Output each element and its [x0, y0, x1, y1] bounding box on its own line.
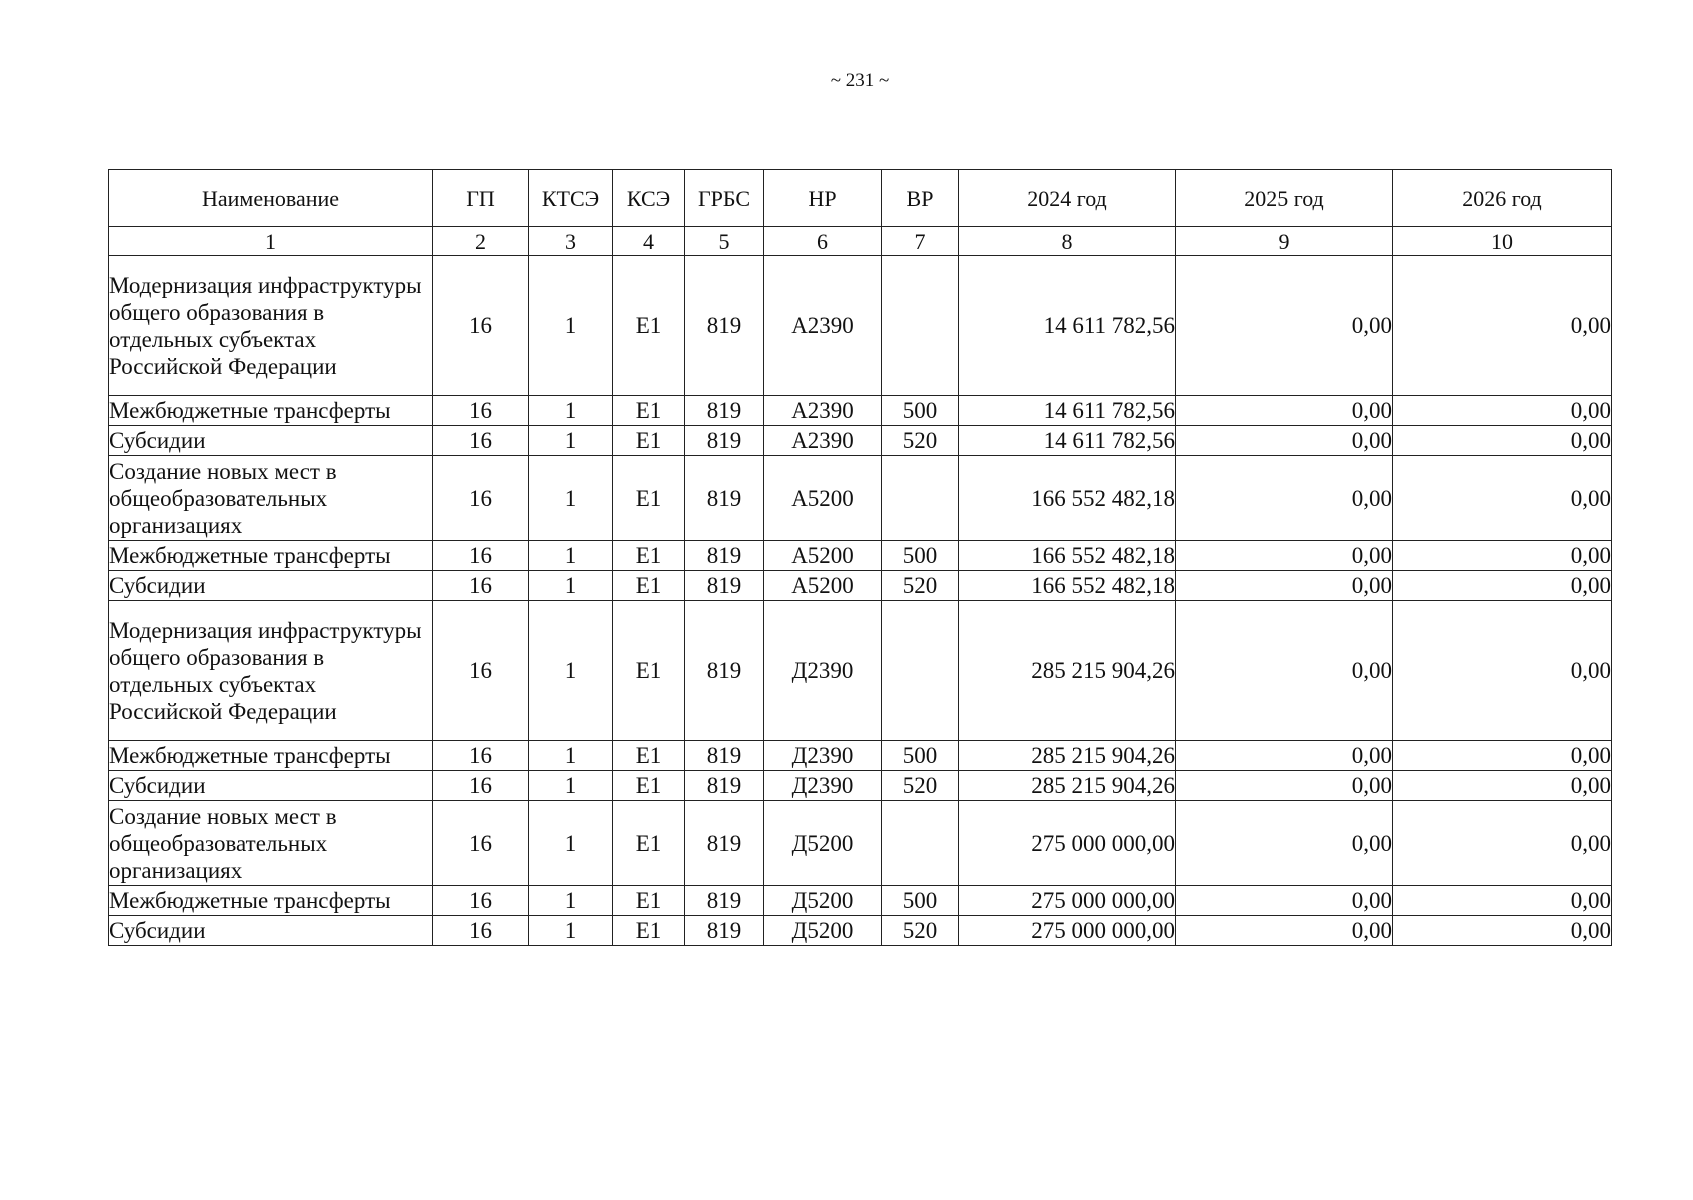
row-2026: 0,00: [1393, 601, 1612, 741]
row-ktse: 1: [529, 886, 613, 916]
row-2025: 0,00: [1176, 916, 1393, 946]
row-2025: 0,00: [1176, 426, 1393, 456]
header-gp: ГП: [433, 170, 529, 227]
column-number: 7: [882, 227, 959, 256]
row-2026: 0,00: [1393, 886, 1612, 916]
row-nr: А5200: [764, 541, 882, 571]
row-2026: 0,00: [1393, 396, 1612, 426]
row-2025: 0,00: [1176, 456, 1393, 541]
row-grbs: 819: [685, 771, 764, 801]
row-2025: 0,00: [1176, 801, 1393, 886]
row-vr: [882, 456, 959, 541]
table-row: [109, 426, 1612, 456]
row-vr: 520: [882, 571, 959, 601]
row-kse: Е1: [613, 256, 685, 396]
table-row: [109, 571, 1612, 601]
row-name: Модернизация инфраструктуры общего образования в отдельных субъектах Российской Федерации: [109, 601, 433, 741]
row-name: Межбюджетные трансферты: [109, 886, 433, 916]
header-nr: НР: [764, 170, 882, 227]
column-number: 8: [959, 227, 1176, 256]
row-grbs: 819: [685, 886, 764, 916]
row-vr: 500: [882, 541, 959, 571]
row-gp: 16: [433, 601, 529, 741]
row-grbs: 819: [685, 916, 764, 946]
header-2026: 2026 год: [1393, 170, 1612, 227]
header-ktse: КТСЭ: [529, 170, 613, 227]
row-vr: [882, 801, 959, 886]
row-kse: Е1: [613, 886, 685, 916]
row-2026: 0,00: [1393, 916, 1612, 946]
row-vr: 520: [882, 916, 959, 946]
row-2026: 0,00: [1393, 426, 1612, 456]
row-2025: 0,00: [1176, 571, 1393, 601]
row-name: Модернизация инфраструктуры общего образования в отдельных субъектах Российской Федерации: [109, 256, 433, 396]
row-2025: 0,00: [1176, 886, 1393, 916]
row-name: Субсидии: [109, 916, 433, 946]
table-row: [109, 916, 1612, 946]
row-grbs: 819: [685, 741, 764, 771]
row-kse: Е1: [613, 541, 685, 571]
row-kse: Е1: [613, 396, 685, 426]
row-gp: 16: [433, 741, 529, 771]
row-kse: Е1: [613, 456, 685, 541]
row-ktse: 1: [529, 541, 613, 571]
row-gp: 16: [433, 256, 529, 396]
row-vr: 520: [882, 771, 959, 801]
row-2024: 285 215 904,26: [959, 601, 1176, 741]
row-grbs: 819: [685, 801, 764, 886]
row-nr: Д5200: [764, 801, 882, 886]
row-name: Субсидии: [109, 571, 433, 601]
row-2024: 14 611 782,56: [959, 426, 1176, 456]
row-name: Субсидии: [109, 426, 433, 456]
row-nr: А2390: [764, 426, 882, 456]
row-grbs: 819: [685, 601, 764, 741]
row-nr: А2390: [764, 396, 882, 426]
row-2024: 275 000 000,00: [959, 916, 1176, 946]
column-number: 5: [685, 227, 764, 256]
row-nr: А5200: [764, 571, 882, 601]
row-name: Межбюджетные трансферты: [109, 741, 433, 771]
row-2025: 0,00: [1176, 771, 1393, 801]
header-grbs: ГРБС: [685, 170, 764, 227]
row-gp: 16: [433, 571, 529, 601]
row-name: Субсидии: [109, 771, 433, 801]
row-kse: Е1: [613, 426, 685, 456]
row-vr: 500: [882, 741, 959, 771]
row-vr: 500: [882, 886, 959, 916]
row-name: Межбюджетные трансферты: [109, 541, 433, 571]
table-row: [109, 256, 1612, 396]
column-number: 4: [613, 227, 685, 256]
header-row: [109, 170, 1612, 227]
row-kse: Е1: [613, 741, 685, 771]
row-kse: Е1: [613, 916, 685, 946]
row-kse: Е1: [613, 801, 685, 886]
table-row: [109, 801, 1612, 886]
table-row: [109, 771, 1612, 801]
row-grbs: 819: [685, 571, 764, 601]
row-vr: [882, 601, 959, 741]
row-nr: А5200: [764, 456, 882, 541]
row-2026: 0,00: [1393, 456, 1612, 541]
row-2024: 166 552 482,18: [959, 456, 1176, 541]
row-ktse: 1: [529, 426, 613, 456]
column-number: 1: [109, 227, 433, 256]
table-row: [109, 396, 1612, 426]
row-nr: Д2390: [764, 601, 882, 741]
table-row: [109, 741, 1612, 771]
row-nr: Д5200: [764, 916, 882, 946]
table-row: [109, 541, 1612, 571]
row-kse: Е1: [613, 571, 685, 601]
row-2026: 0,00: [1393, 541, 1612, 571]
row-ktse: 1: [529, 771, 613, 801]
table-row: [109, 456, 1612, 541]
row-nr: Д2390: [764, 741, 882, 771]
table-row: [109, 886, 1612, 916]
row-grbs: 819: [685, 426, 764, 456]
header-kse: КСЭ: [613, 170, 685, 227]
row-kse: Е1: [613, 601, 685, 741]
row-gp: 16: [433, 916, 529, 946]
header-2025: 2025 год: [1176, 170, 1393, 227]
row-2024: 166 552 482,18: [959, 571, 1176, 601]
row-ktse: 1: [529, 256, 613, 396]
row-gp: 16: [433, 456, 529, 541]
row-gp: 16: [433, 886, 529, 916]
row-2026: 0,00: [1393, 771, 1612, 801]
column-number: 9: [1176, 227, 1393, 256]
row-nr: Д5200: [764, 886, 882, 916]
header-name: Наименование: [109, 170, 433, 227]
row-gp: 16: [433, 426, 529, 456]
row-gp: 16: [433, 801, 529, 886]
budget-table: [108, 169, 1612, 946]
row-ktse: 1: [529, 801, 613, 886]
header-2024: 2024 год: [959, 170, 1176, 227]
row-2024: 275 000 000,00: [959, 886, 1176, 916]
row-2024: 285 215 904,26: [959, 771, 1176, 801]
row-vr: 520: [882, 426, 959, 456]
page-number: ~ 231 ~: [830, 70, 890, 91]
column-number: 2: [433, 227, 529, 256]
row-2025: 0,00: [1176, 396, 1393, 426]
column-number: 6: [764, 227, 882, 256]
row-gp: 16: [433, 541, 529, 571]
row-ktse: 1: [529, 571, 613, 601]
column-number-row: [109, 227, 1612, 256]
row-gp: 16: [433, 396, 529, 426]
row-2025: 0,00: [1176, 541, 1393, 571]
row-2026: 0,00: [1393, 801, 1612, 886]
row-2024: 14 611 782,56: [959, 396, 1176, 426]
row-2025: 0,00: [1176, 256, 1393, 396]
row-nr: Д2390: [764, 771, 882, 801]
row-grbs: 819: [685, 256, 764, 396]
row-ktse: 1: [529, 601, 613, 741]
row-kse: Е1: [613, 771, 685, 801]
row-2024: 14 611 782,56: [959, 256, 1176, 396]
row-grbs: 819: [685, 456, 764, 541]
row-2024: 166 552 482,18: [959, 541, 1176, 571]
row-2026: 0,00: [1393, 571, 1612, 601]
row-2025: 0,00: [1176, 741, 1393, 771]
row-2026: 0,00: [1393, 256, 1612, 396]
row-name: Создание новых мест в общеобразовательных организациях: [109, 801, 433, 886]
row-2024: 285 215 904,26: [959, 741, 1176, 771]
row-name: Создание новых мест в общеобразовательных организациях: [109, 456, 433, 541]
row-name: Межбюджетные трансферты: [109, 396, 433, 426]
row-ktse: 1: [529, 456, 613, 541]
row-ktse: 1: [529, 396, 613, 426]
row-vr: [882, 256, 959, 396]
row-grbs: 819: [685, 396, 764, 426]
header-vr: ВР: [882, 170, 959, 227]
row-2026: 0,00: [1393, 741, 1612, 771]
row-2025: 0,00: [1176, 601, 1393, 741]
row-ktse: 1: [529, 916, 613, 946]
row-vr: 500: [882, 396, 959, 426]
row-grbs: 819: [685, 541, 764, 571]
table-row: [109, 601, 1612, 741]
column-number: 10: [1393, 227, 1612, 256]
row-ktse: 1: [529, 741, 613, 771]
row-nr: А2390: [764, 256, 882, 396]
row-gp: 16: [433, 771, 529, 801]
row-2024: 275 000 000,00: [959, 801, 1176, 886]
column-number: 3: [529, 227, 613, 256]
